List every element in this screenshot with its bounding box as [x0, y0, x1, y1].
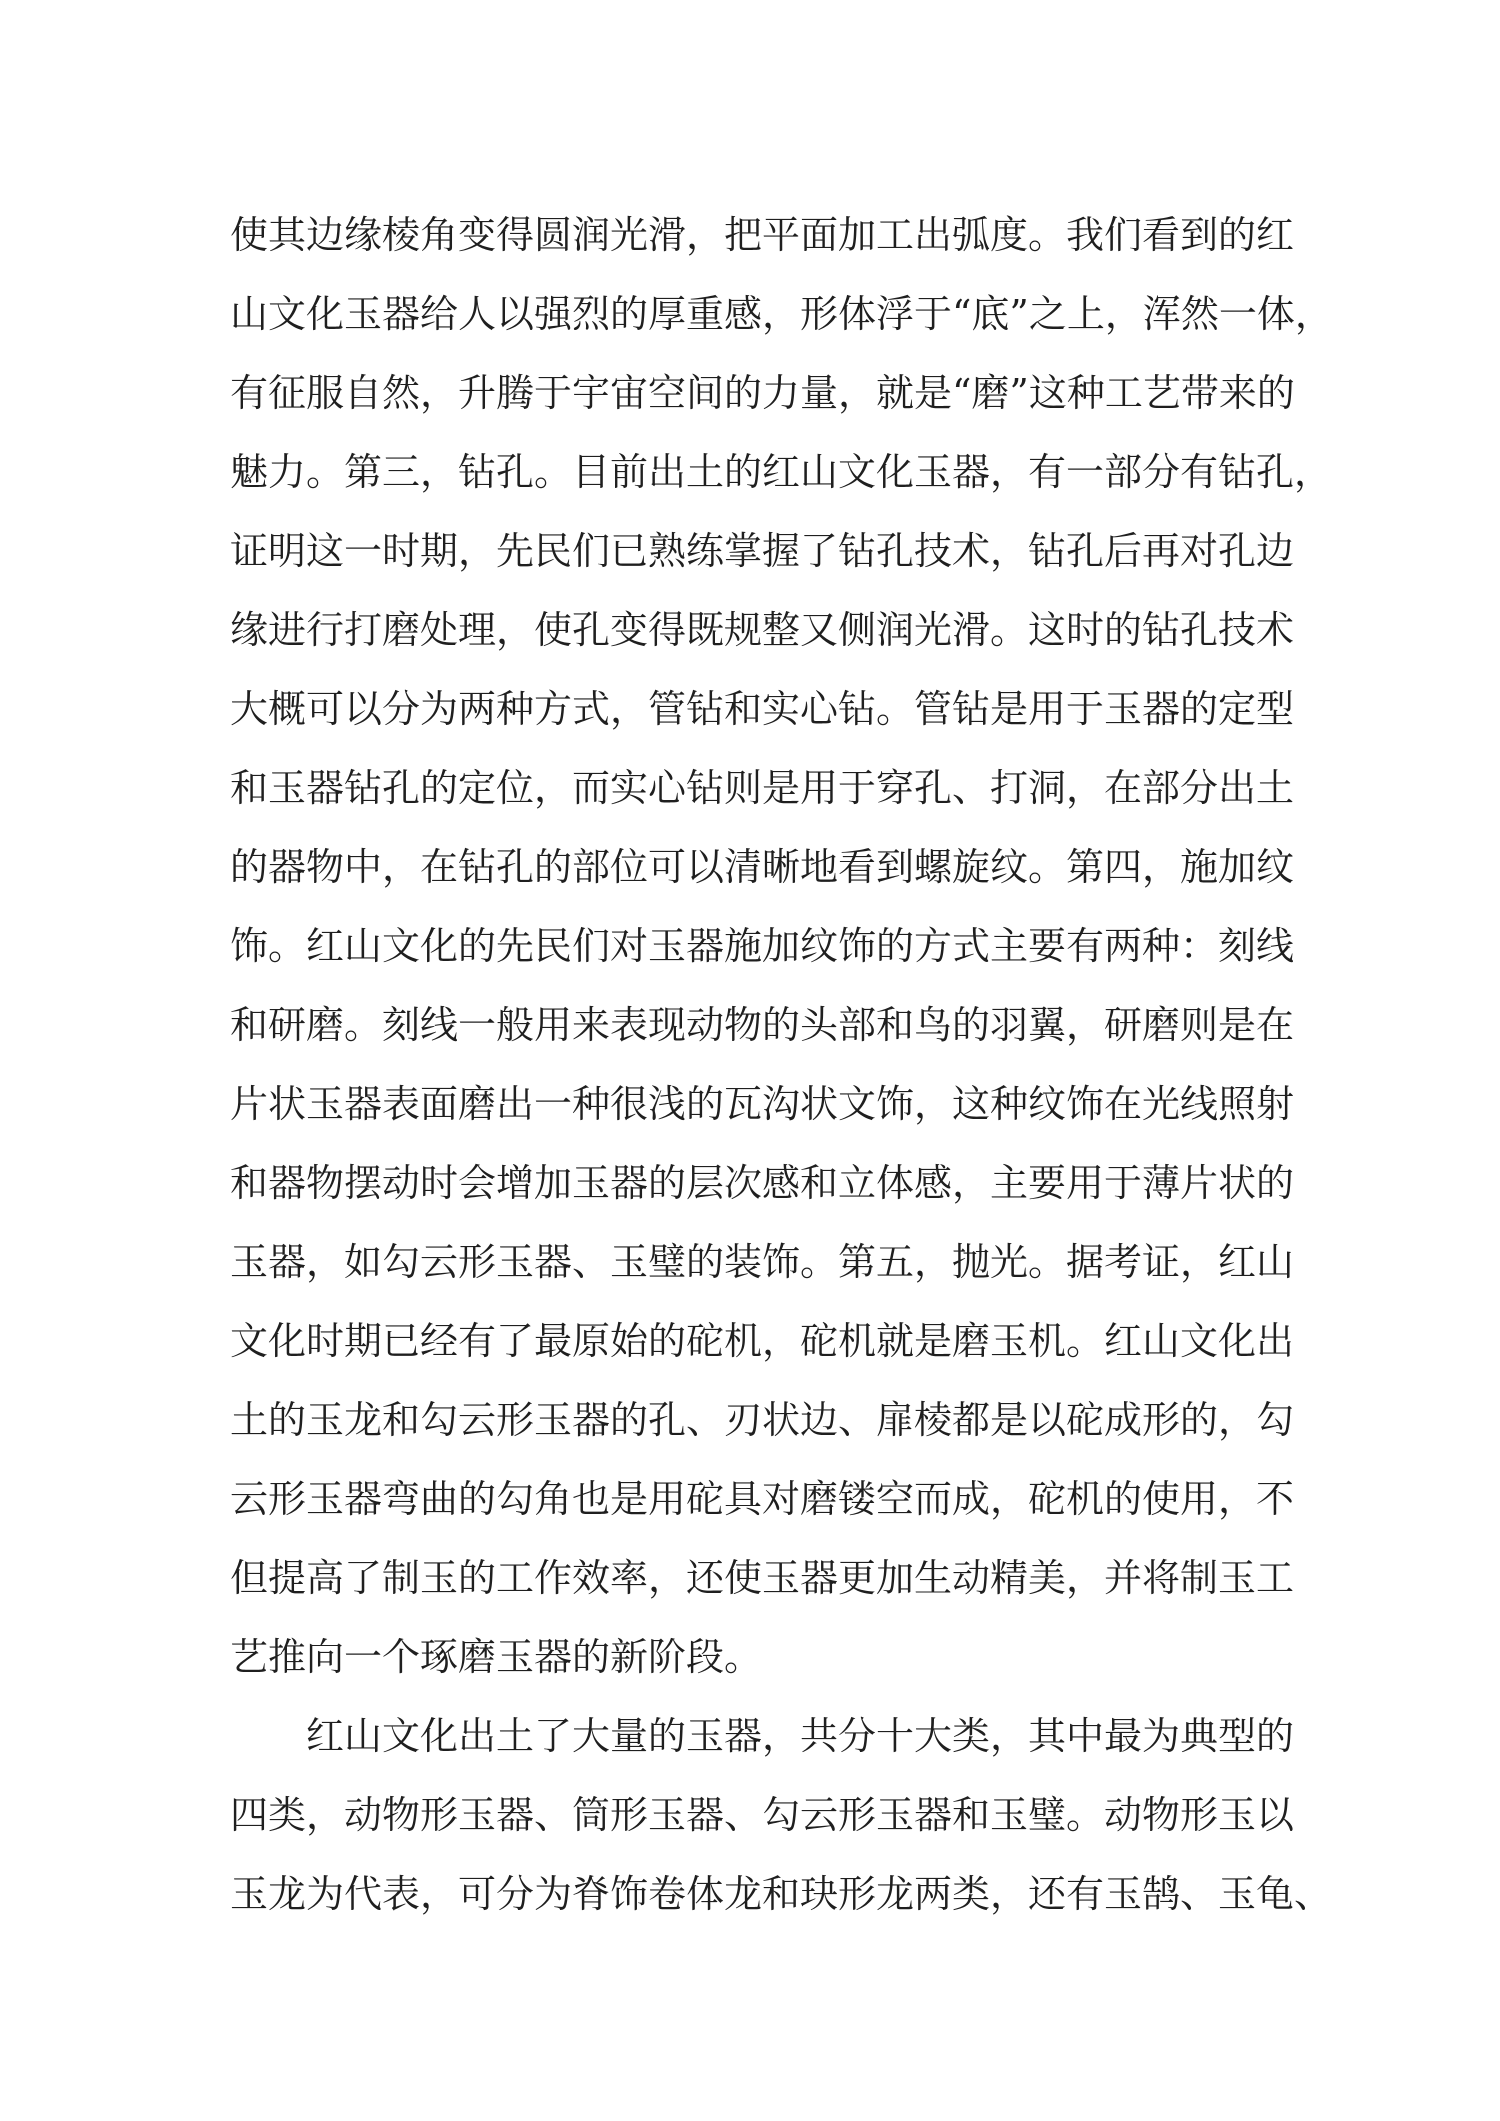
- text-line: 山文化玉器给人以强烈的厚重感，形体浮于“底”之上，浑然一体，: [230, 292, 1333, 336]
- body-text: [230, 196, 1333, 1934]
- text-line: 但提高了制玉的工作效率，还使玉器更加生动精美，并将制玉工: [230, 1556, 1295, 1600]
- text-line: 片状玉器表面磨出一种很浅的瓦沟状文饰，这种纹饰在光线照射: [230, 1082, 1295, 1126]
- text-line: 云形玉器弯曲的勾角也是用砣具对磨镂空而成，砣机的使用，不: [230, 1477, 1295, 1521]
- text-line: 文化时期已经有了最原始的砣机，砣机就是磨玉机。红山文化出: [230, 1319, 1295, 1363]
- text-line: 玉器，如勾云形玉器、玉璧的装饰。第五，抛光。据考证，红山: [230, 1240, 1295, 1284]
- text-line: 和器物摆动时会增加玉器的层次感和立体感，主要用于薄片状的: [230, 1161, 1295, 1205]
- text-line: 使其边缘棱角变得圆润光滑，把平面加工出弧度。我们看到的红: [230, 213, 1295, 257]
- text-line: 红山文化出土了大量的玉器，共分十大类，其中最为典型的: [306, 1714, 1295, 1758]
- text-line: 魅力。第三，钻孔。目前出土的红山文化玉器，有一部分有钻孔，: [230, 450, 1333, 494]
- text-line: 有征服自然，升腾于宇宙空间的力量，就是“磨”这种工艺带来的: [230, 371, 1295, 415]
- text-line: 缘进行打磨处理，使孔变得既规整又侧润光滑。这时的钻孔技术: [230, 608, 1295, 652]
- text-line: 艺推向一个琢磨玉器的新阶段。: [230, 1635, 763, 1679]
- text-line: 证明这一时期，先民们已熟练掌握了钻孔技术，钻孔后再对孔边: [230, 529, 1295, 573]
- text-line: 和玉器钻孔的定位，而实心钻则是用于穿孔、打洞，在部分出土: [230, 766, 1295, 810]
- text-line: 和研磨。刻线一般用来表现动物的头部和鸟的羽翼，研磨则是在: [230, 1003, 1295, 1047]
- text-line: 玉龙为代表，可分为脊饰卷体龙和玦形龙两类，还有玉鹄、玉龟、: [230, 1872, 1333, 1916]
- text-line: 土的玉龙和勾云形玉器的孔、刃状边、扉棱都是以砣成形的，勾: [230, 1398, 1295, 1442]
- text-line: 四类，动物形玉器、筒形玉器、勾云形玉器和玉璧。动物形玉以: [230, 1793, 1295, 1837]
- text-line: 的器物中，在钻孔的部位可以清晰地看到螺旋纹。第四，施加纹: [230, 845, 1295, 889]
- text-line: 饰。红山文化的先民们对玉器施加纹饰的方式主要有两种：刻线: [230, 924, 1295, 968]
- text-line: 大概可以分为两种方式，管钻和实心钻。管钻是用于玉器的定型: [230, 687, 1295, 731]
